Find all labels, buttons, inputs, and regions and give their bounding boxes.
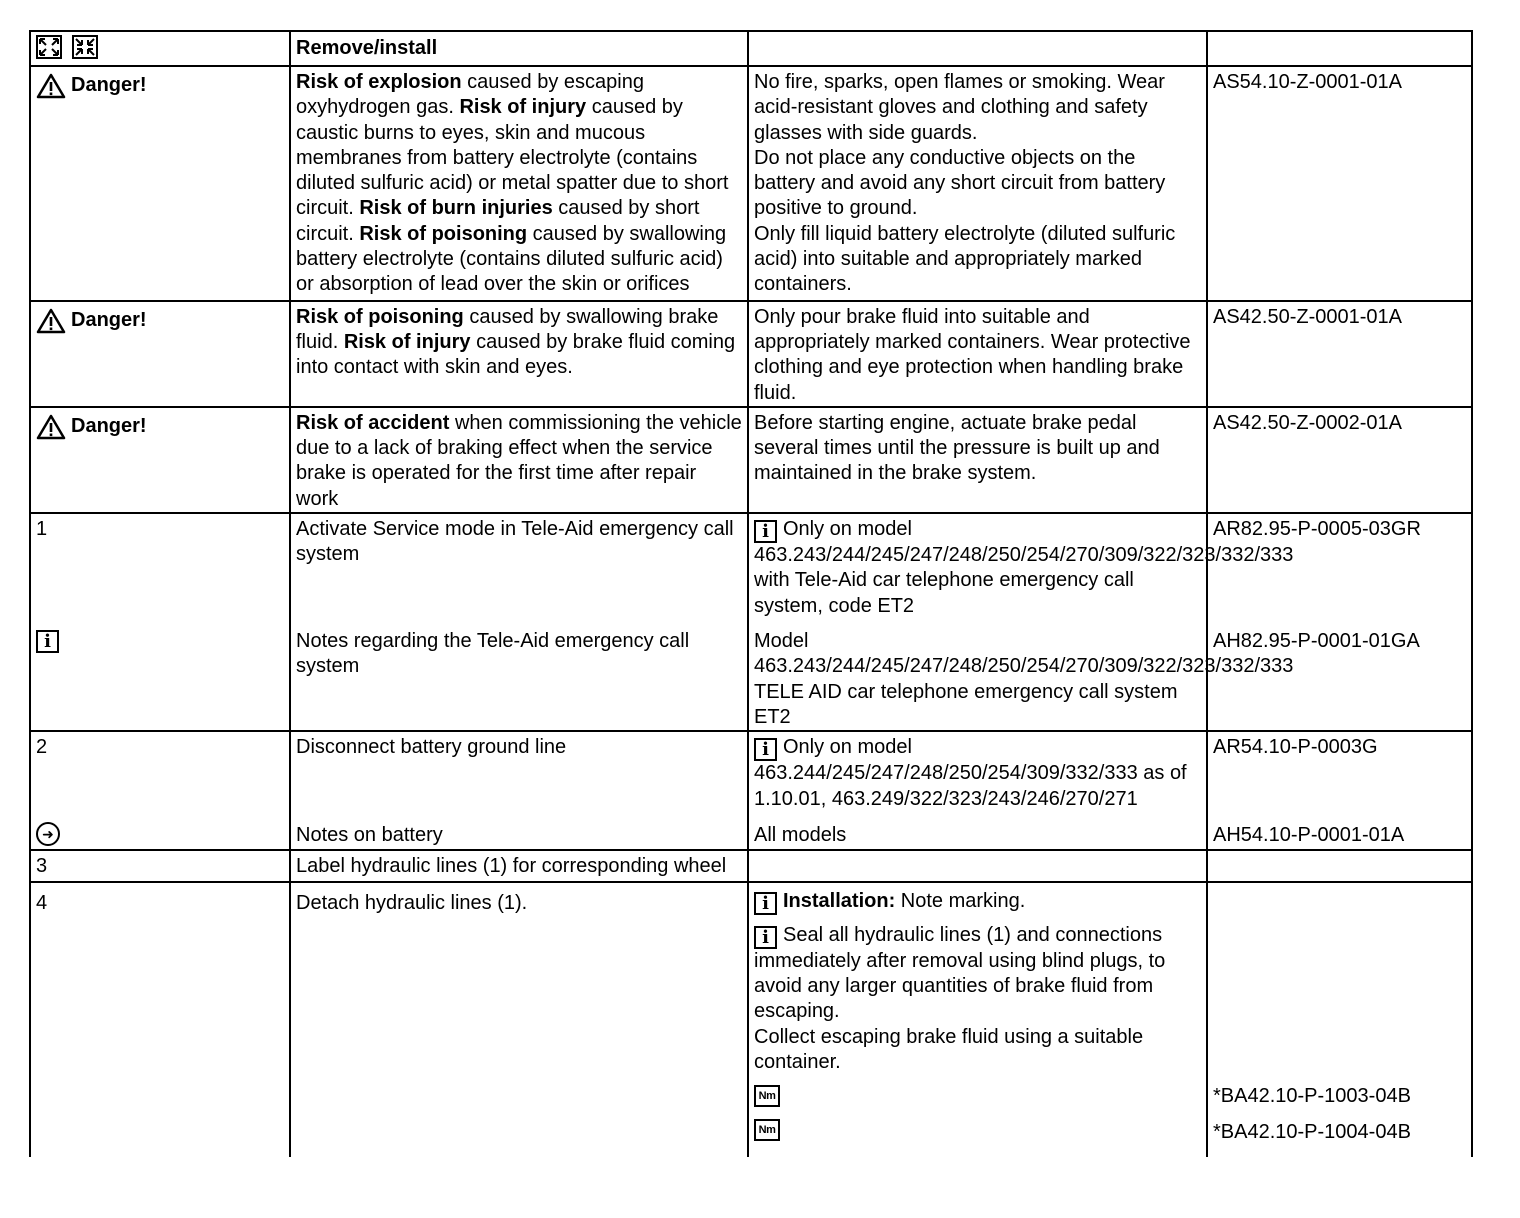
step-text: Disconnect battery ground line xyxy=(296,736,567,759)
risk-text: caused by caustic burns to eyes, skin and mucous membranes from battery electrolyte (contains diluted sulfuric acid) or metal spatter due to short circuit. xyxy=(296,96,729,220)
danger-risk-cell xyxy=(290,301,748,407)
step-note: Only on model 463.244/245/247/248/250/254/309/332/333 as of 1.10.01, 463.249/322/323/243/246/270/271 xyxy=(754,736,1187,810)
step-sub-note: All models xyxy=(754,824,847,847)
step-note-cell xyxy=(748,882,1207,1157)
step-empty-cell xyxy=(1207,850,1472,882)
torque-icon[interactable]: Nm xyxy=(754,1085,780,1107)
procedure-page xyxy=(29,30,1471,1157)
document-reference-link[interactable]: AR54.10-P-0003G xyxy=(1213,736,1378,759)
risk-title: Risk of injury xyxy=(343,330,471,353)
step-note-cell xyxy=(748,513,1294,731)
risk-title: Risk of injury xyxy=(459,96,587,119)
step-number: 1 xyxy=(36,518,48,541)
step-sub-note: Model 463.243/244/245/247/248/250/254/270/309/322/323/332/333 TELE AID car telephone emergency call system ET2 xyxy=(754,630,1294,728)
warning-triangle-icon xyxy=(36,73,66,99)
header-empty-cell xyxy=(1207,31,1472,66)
step-row xyxy=(30,882,1472,1157)
step-note: Only on model 463.243/244/245/247/248/250/254/270/309/322/323/332/333 with Tele-Aid car telephone emergency call system, code ET2 xyxy=(754,518,1294,617)
measure-text: No fire, sparks, open flames or smoking. Wear acid-resistant gloves and clothing and safety glasses with side guards. xyxy=(754,71,1165,144)
danger-measures-cell xyxy=(748,407,1207,513)
step-note-cell xyxy=(748,731,1207,849)
danger-label-cell xyxy=(30,407,290,513)
step-row xyxy=(30,731,1472,849)
step-number: 3 xyxy=(30,850,290,882)
danger-risk-cell xyxy=(290,66,748,301)
step-sub-text: Notes on battery xyxy=(296,824,443,847)
danger-label: Danger! xyxy=(71,415,147,438)
expand-icon[interactable] xyxy=(36,35,62,59)
document-reference-link[interactable]: AR82.95-P-0005-03GR xyxy=(1213,518,1421,541)
risk-text: when commissioning the vehicle due to a lack of braking effect when the service brake is operated for the first time after repair work xyxy=(296,411,742,510)
danger-row xyxy=(30,407,1472,513)
info-icon: i xyxy=(754,892,777,915)
step-row xyxy=(30,513,1472,731)
measure-text: Before starting engine, actuate brake pedal several times until the pressure is built up and maintained in the brake system. xyxy=(754,411,1160,485)
document-reference-link[interactable]: AH54.10-P-0001-01A xyxy=(1213,824,1405,847)
risk-text: caused by swallowing brake fluid. xyxy=(296,305,719,353)
danger-label-cell xyxy=(30,66,290,301)
document-reference-link[interactable]: AS54.10-Z-0001-01A xyxy=(1207,66,1472,301)
step-empty-cell xyxy=(748,850,1207,882)
step-note: Note marking. xyxy=(895,889,1026,912)
step-ref-cell xyxy=(1207,731,1472,849)
step-sub-text: Notes regarding the Tele-Aid emergency call system xyxy=(296,630,690,678)
warning-triangle-icon xyxy=(36,414,66,440)
risk-title: Risk of poisoning xyxy=(296,305,464,328)
collapse-icon[interactable] xyxy=(72,35,98,59)
danger-label-cell xyxy=(30,301,290,407)
risk-title: Risk of burn injuries xyxy=(359,197,553,220)
step-text: Label hydraulic lines (1) for corresponding wheel xyxy=(290,850,748,882)
risk-text: caused by short circuit. xyxy=(296,197,700,245)
risk-title: Risk of explosion xyxy=(296,71,462,93)
step-number: 4 xyxy=(30,882,290,1157)
page-title: Remove/install xyxy=(290,31,748,66)
step-number: 2 xyxy=(36,736,48,759)
danger-measures-cell xyxy=(748,66,1207,301)
step-text-cell xyxy=(290,513,748,731)
step-text-cell xyxy=(290,731,748,849)
step-number-cell xyxy=(30,731,290,849)
battery-notes-icon: ➜ xyxy=(36,822,60,846)
torque-icon[interactable]: Nm xyxy=(754,1119,780,1141)
danger-measures-cell xyxy=(748,301,1207,407)
torque-reference-link[interactable]: *BA42.10-P-1004-04B xyxy=(1213,1120,1411,1143)
risk-title: Risk of accident xyxy=(296,411,450,434)
risk-text: caused by brake fluid coming into contact with skin and eyes. xyxy=(296,330,736,379)
installation-label: Installation: xyxy=(783,889,896,912)
measure-text: Only fill liquid battery electrolyte (diluted sulfuric acid) into suitable and appropriately marked containers. xyxy=(754,222,1176,296)
info-icon: i xyxy=(36,630,59,653)
info-icon: i xyxy=(754,926,777,949)
step-note: Collect escaping brake fluid using a suitable container. xyxy=(754,1025,1144,1074)
risk-text: caused by swallowing battery electrolyte (contains diluted sulfuric acid) or absorption of lead over the skin or orifices xyxy=(296,222,727,296)
header-icons-cell xyxy=(30,31,290,66)
document-reference-link[interactable]: AH82.95-P-0001-01GA xyxy=(1213,630,1420,653)
step-text: Activate Service mode in Tele-Aid emergency call system xyxy=(296,518,734,566)
document-reference-link[interactable]: AS42.50-Z-0001-01A xyxy=(1207,301,1472,407)
step-text: Detach hydraulic lines (1). xyxy=(290,882,748,1157)
risk-text: caused by escaping oxyhydrogen gas. xyxy=(296,71,644,119)
step-ref-cell xyxy=(1207,882,1472,1157)
danger-risk-cell xyxy=(290,407,748,513)
step-row xyxy=(30,850,1472,882)
risk-title: Risk of poisoning xyxy=(359,222,528,245)
danger-label: Danger! xyxy=(71,309,147,332)
danger-row xyxy=(30,301,1472,407)
info-icon: i xyxy=(754,520,777,543)
document-reference-link[interactable]: AS42.50-Z-0002-01A xyxy=(1207,407,1472,513)
warning-triangle-icon xyxy=(36,308,66,334)
header-row xyxy=(30,31,1472,66)
danger-label: Danger! xyxy=(71,74,147,97)
header-empty-cell xyxy=(748,31,1207,66)
measure-text: Only pour brake fluid into suitable and appropriately marked containers. Wear protective clothing and eye protection when handling brake fluid. xyxy=(754,305,1191,404)
torque-reference-link[interactable]: *BA42.10-P-1003-04B xyxy=(1213,1084,1411,1107)
procedure-table xyxy=(29,30,1473,1157)
step-number-cell xyxy=(30,513,290,731)
step-note: Seal all hydraulic lines (1) and connections immediately after removal using blind plugs, to avoid any larger quantities of brake fluid from escaping. xyxy=(754,923,1166,1023)
danger-row xyxy=(30,66,1472,301)
info-icon: i xyxy=(754,738,777,761)
measure-text: Do not place any conductive objects on the battery and avoid any short circuit from battery positive to ground. xyxy=(754,146,1166,220)
